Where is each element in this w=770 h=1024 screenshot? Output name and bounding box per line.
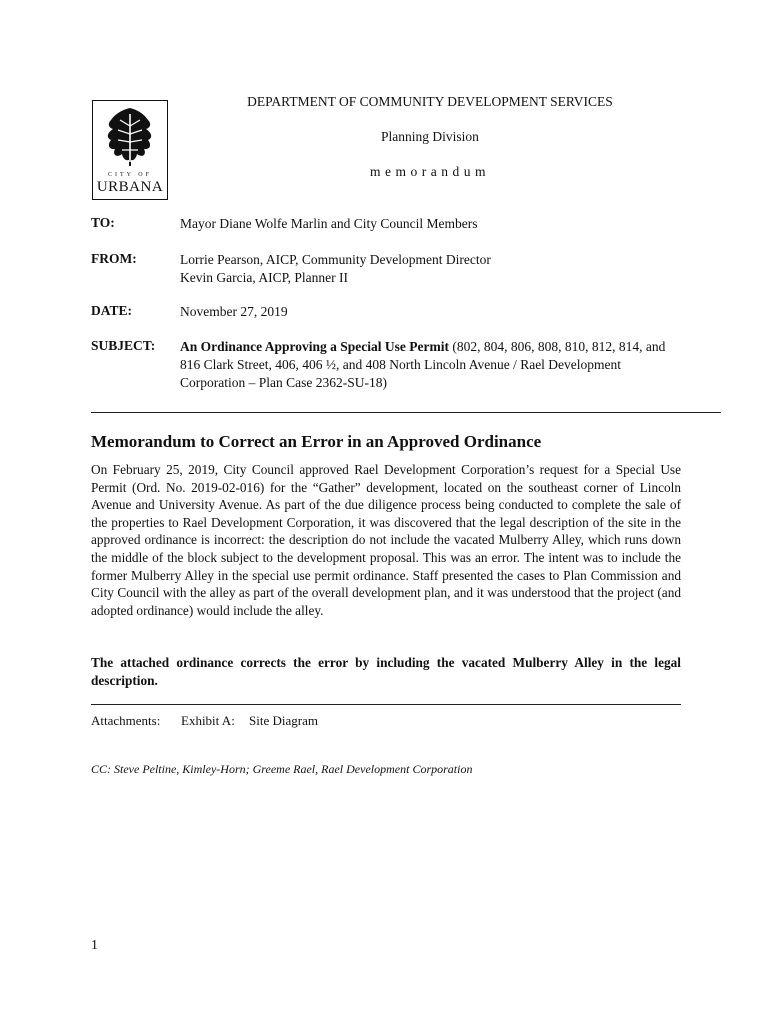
document-type: memorandum — [370, 164, 490, 179]
subject-value — [180, 338, 680, 392]
division-title: Planning Division — [381, 129, 479, 144]
department-title: DEPARTMENT OF COMMUNITY DEVELOPMENT SERVICES — [247, 94, 613, 109]
to-label: TO: — [91, 215, 115, 230]
date-value: November 27, 2019 — [180, 304, 288, 319]
subject-details: (802, 804, 806, 808, 810, 812, 814, and 816 Clark Street, 406, 406 ½, and 408 North Lincoln Avenue / Rael Development Corporation – Plan Case 2362-SU-18) — [180, 339, 666, 390]
date-label: DATE: — [91, 303, 133, 318]
attachments-label: Attachments: — [91, 713, 161, 728]
from-line-2: Kevin Garcia, AICP, Planner II — [180, 270, 348, 285]
attachments-value: Site Diagram — [249, 713, 318, 728]
city-of-urbana-logo — [92, 100, 168, 200]
subject-title: An Ordinance Approving a Special Use Permit — [180, 339, 450, 354]
from-value — [180, 251, 680, 287]
subject-label: SUBJECT: — [91, 338, 156, 353]
page-number: 1 — [91, 938, 98, 953]
logo-city-label: CITY OF — [108, 172, 152, 178]
oak-leaf-icon — [92, 100, 168, 175]
from-label: FROM: — [91, 251, 137, 266]
body-paragraph-2: The attached ordinance corrects the error by including the vacated Mulberry Alley in the legal description. — [91, 655, 681, 688]
logo-city-name: URBANA — [96, 179, 164, 195]
attachments-exhibit: Exhibit A: — [181, 713, 235, 728]
header-divider — [91, 412, 721, 413]
body-paragraph-1: On February 25, 2019, City Council approved Rael Development Corporation’s request for a Special Use Permit (Ord. No. 2019-02-016) for the “Gather” development, located on the southeast corner of Lincoln Avenue and University Avenue. As part of the due diligence process being conducted to complete the sale of the properties to Rael Development Corporation, it was discovered that the legal description of the site in the approved ordinance is incorrect: the description do not include the vacated Mulberry Alley, which runs down the middle of the block subject to the development proposal. This was an error. The intent was to include the former Mulberry Alley in the special use permit ordinance. Staff presented the cases to Plan Commission and City Council with the alley as part of the overall development plan, and it was understood that the project (and adopted ordinance) would include the alley. — [91, 462, 681, 618]
from-line-1: Lorrie Pearson, AICP, Community Development Director — [180, 252, 491, 267]
cc-line: CC: Steve Peltine, Kimley-Horn; Greeme Rael, Rael Development Corporation — [91, 762, 473, 776]
to-value: Mayor Diane Wolfe Marlin and City Council Members — [180, 216, 478, 231]
attachments-divider — [91, 704, 681, 705]
memo-heading: Memorandum to Correct an Error in an Approved Ordinance — [91, 432, 542, 451]
